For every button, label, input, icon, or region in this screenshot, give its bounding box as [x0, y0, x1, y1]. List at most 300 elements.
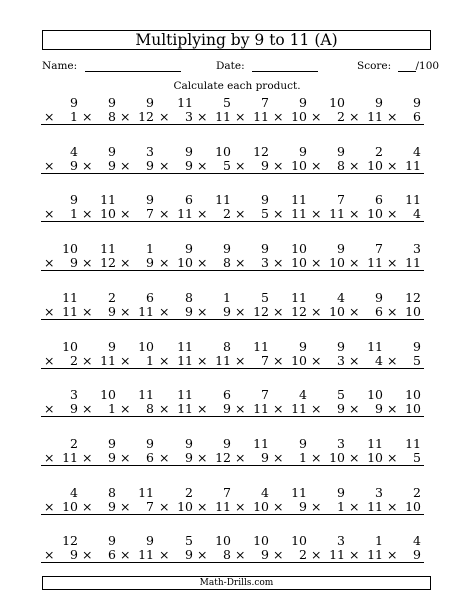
- multiplicand: 7: [375, 241, 383, 257]
- multiply-sign: ×: [82, 109, 93, 124]
- multiplier: [117, 256, 157, 271]
- multiplier-value: 9: [261, 157, 269, 173]
- multiplier: [194, 500, 234, 515]
- multiplier: [41, 159, 81, 174]
- multiplier: [270, 305, 310, 320]
- problem: [346, 193, 386, 222]
- problem: [308, 96, 348, 125]
- multiplier-value: 5: [413, 352, 421, 368]
- multiplier: [308, 548, 348, 563]
- multiplicand: 11: [405, 192, 421, 208]
- multiplicand: 3: [413, 241, 421, 257]
- multiplicand: 1: [375, 533, 383, 549]
- problem: [41, 242, 81, 271]
- multiplier-value: 9: [185, 157, 193, 173]
- problem: [384, 486, 424, 515]
- multiply-sign: ×: [197, 255, 208, 271]
- multiplier-value: 10: [405, 303, 421, 319]
- multiply-sign: ×: [387, 255, 398, 271]
- problem: [270, 388, 310, 417]
- multiplicand: 2: [185, 484, 193, 500]
- multiplicand: 9: [413, 95, 421, 110]
- multiplier: [346, 110, 386, 125]
- multiplier: [384, 500, 424, 515]
- multiply-sign: ×: [44, 157, 55, 173]
- multiplicand: 12: [405, 289, 421, 305]
- problem: [346, 437, 386, 466]
- multiplier: [117, 110, 157, 125]
- multiplier: [308, 159, 348, 174]
- multiplicand: 11: [177, 338, 193, 354]
- multiplier: [41, 548, 81, 563]
- multiplier: [346, 402, 386, 417]
- multiplier: [232, 110, 272, 125]
- multiplier: [384, 451, 424, 466]
- footer: Math-Drills.com: [42, 576, 431, 590]
- problem: [232, 340, 272, 369]
- multiplicand: 9: [337, 484, 345, 500]
- problem: [156, 388, 196, 417]
- multiplicand: 10: [367, 387, 383, 403]
- multiplicand: 8: [185, 289, 193, 305]
- multiply-sign: ×: [197, 157, 208, 173]
- multiply-sign: ×: [273, 352, 284, 368]
- multiplicand: 1: [146, 241, 154, 257]
- multiplicand: 9: [261, 192, 269, 208]
- multiplicand: 11: [253, 338, 269, 354]
- multiply-sign: ×: [349, 498, 360, 514]
- problem: [41, 96, 81, 125]
- multiplier-value: 12: [215, 449, 231, 465]
- name-line: [85, 60, 181, 72]
- multiplicand: 11: [291, 484, 307, 500]
- problem: [232, 96, 272, 125]
- problem: [79, 534, 119, 563]
- problem: [384, 145, 424, 174]
- multiply-sign: ×: [159, 352, 170, 368]
- multiplicand: 12: [253, 143, 269, 159]
- multiplier: [384, 354, 424, 369]
- multiplicand: 9: [70, 95, 78, 110]
- multiplier: [384, 256, 424, 271]
- multiply-sign: ×: [235, 157, 246, 173]
- multiplicand: 5: [223, 95, 231, 110]
- multiplier: [270, 110, 310, 125]
- multiply-sign: ×: [311, 206, 322, 222]
- multiplier: [194, 451, 234, 466]
- date-label: Date:: [216, 60, 245, 72]
- problem: [270, 145, 310, 174]
- multiplier: [41, 305, 81, 320]
- multiply-sign: ×: [311, 255, 322, 271]
- multiply-sign: ×: [387, 547, 398, 563]
- problem: [156, 242, 196, 271]
- multiplier-value: 8: [146, 401, 154, 417]
- multiplier-value: 10: [329, 255, 345, 271]
- multiplier: [270, 354, 310, 369]
- multiplier: [308, 402, 348, 417]
- multiplier-value: 10: [329, 449, 345, 465]
- problem: [308, 437, 348, 466]
- multiplier: [79, 256, 119, 271]
- multiplicand: 4: [299, 387, 307, 403]
- problem: [346, 242, 386, 271]
- multiply-sign: ×: [159, 206, 170, 222]
- multiplier-value: 9: [261, 449, 269, 465]
- multiplier-value: 1: [337, 498, 345, 514]
- multiplicand: 8: [108, 484, 116, 500]
- multiply-sign: ×: [273, 206, 284, 222]
- multiply-sign: ×: [82, 303, 93, 319]
- score-line: [398, 60, 416, 72]
- multiplier-value: 11: [329, 547, 345, 563]
- multiplier-value: 11: [177, 352, 193, 368]
- multiplier-value: 12: [138, 109, 154, 124]
- multiplier-value: 12: [291, 303, 307, 319]
- multiplicand: 8: [223, 338, 231, 354]
- multiply-sign: ×: [235, 255, 246, 271]
- multiplier-value: 8: [223, 255, 231, 271]
- multiplier: [346, 548, 386, 563]
- multiplier-value: 10: [329, 303, 345, 319]
- multiplicand: 9: [299, 435, 307, 451]
- multiplicand: 10: [138, 338, 154, 354]
- multiply-sign: ×: [197, 303, 208, 319]
- multiplier-value: 11: [405, 157, 421, 173]
- multiplier-value: 10: [177, 255, 193, 271]
- problem: [79, 291, 119, 320]
- multiplier: [41, 451, 81, 466]
- multiplicand: 10: [291, 533, 307, 549]
- date-line: [252, 60, 318, 72]
- multiply-sign: ×: [197, 206, 208, 222]
- multiply-sign: ×: [387, 206, 398, 222]
- multiplier-value: 9: [146, 157, 154, 173]
- multiply-sign: ×: [197, 449, 208, 465]
- multiply-sign: ×: [159, 498, 170, 514]
- multiplier: [117, 207, 157, 222]
- multiply-sign: ×: [273, 157, 284, 173]
- multiplier: [79, 354, 119, 369]
- multiplier: [41, 402, 81, 417]
- multiply-sign: ×: [387, 157, 398, 173]
- multiply-sign: ×: [235, 352, 246, 368]
- multiplier-value: 7: [261, 352, 269, 368]
- multiplier: [270, 500, 310, 515]
- multiply-sign: ×: [44, 449, 55, 465]
- name-field: [42, 60, 181, 72]
- multiplicand: 3: [375, 484, 383, 500]
- multiplicand: 10: [62, 241, 78, 257]
- multiplicand: 1: [223, 289, 231, 305]
- multiply-sign: ×: [387, 401, 398, 417]
- multiplier: [156, 548, 196, 563]
- multiplier-value: 9: [185, 547, 193, 563]
- multiply-sign: ×: [311, 401, 322, 417]
- multiply-sign: ×: [44, 498, 55, 514]
- multiply-sign: ×: [311, 157, 322, 173]
- problem: [232, 145, 272, 174]
- multiplier-value: 2: [299, 547, 307, 563]
- multiplicand: 10: [215, 143, 231, 159]
- multiply-sign: ×: [44, 109, 55, 124]
- multiplier: [79, 548, 119, 563]
- multiplier: [346, 159, 386, 174]
- multiplier: [156, 256, 196, 271]
- problem: [117, 96, 157, 125]
- multiplicand: 9: [299, 95, 307, 110]
- multiply-sign: ×: [273, 303, 284, 319]
- multiply-sign: ×: [120, 109, 131, 124]
- multiplicand: 9: [337, 338, 345, 354]
- problem: [194, 437, 234, 466]
- multiply-sign: ×: [44, 401, 55, 417]
- multiplier-value: 9: [108, 157, 116, 173]
- multiplicand: 2: [70, 435, 78, 451]
- multiplier-value: 11: [329, 206, 345, 222]
- problem: [308, 486, 348, 515]
- problem: [346, 486, 386, 515]
- problem: [308, 340, 348, 369]
- problem: [194, 96, 234, 125]
- problem: [270, 340, 310, 369]
- multiplier-value: 9: [223, 303, 231, 319]
- multiply-sign: ×: [387, 352, 398, 368]
- multiplier: [194, 256, 234, 271]
- multiply-sign: ×: [44, 547, 55, 563]
- multiplier-value: 11: [367, 547, 383, 563]
- multiplier-value: 4: [375, 352, 383, 368]
- multiply-sign: ×: [387, 498, 398, 514]
- multiplier-value: 11: [367, 498, 383, 514]
- score-field: [357, 60, 439, 72]
- multiplier-value: 7: [146, 206, 154, 222]
- multiplicand: 4: [413, 143, 421, 159]
- multiplicand: 9: [108, 533, 116, 549]
- multiplicand: 9: [299, 143, 307, 159]
- problem: [308, 145, 348, 174]
- problem: [117, 388, 157, 417]
- multiplier-value: 11: [177, 206, 193, 222]
- multiply-sign: ×: [349, 255, 360, 271]
- problem: [117, 486, 157, 515]
- multiplier-value: 2: [337, 109, 345, 124]
- problem: [79, 242, 119, 271]
- multiplier-value: 8: [108, 109, 116, 124]
- multiplicand: 11: [367, 435, 383, 451]
- multiplicand: 10: [62, 338, 78, 354]
- multiply-sign: ×: [387, 303, 398, 319]
- problem: [308, 388, 348, 417]
- multiplicand: 2: [108, 289, 116, 305]
- multiplier-value: 11: [138, 547, 154, 563]
- multiplicand: 11: [291, 192, 307, 208]
- problem: [156, 145, 196, 174]
- multiplier-value: 9: [185, 303, 193, 319]
- multiplier: [117, 548, 157, 563]
- multiplier: [194, 548, 234, 563]
- multiply-sign: ×: [311, 303, 322, 319]
- multiply-sign: ×: [159, 547, 170, 563]
- problem: [346, 340, 386, 369]
- problem: [384, 388, 424, 417]
- name-label: Name:: [42, 60, 78, 72]
- multiply-sign: ×: [235, 401, 246, 417]
- problem: [79, 193, 119, 222]
- multiplicand: 7: [337, 192, 345, 208]
- problem: [384, 96, 424, 125]
- problem: [384, 340, 424, 369]
- multiplicand: 10: [329, 95, 345, 110]
- multiply-sign: ×: [349, 109, 360, 124]
- problem: [308, 242, 348, 271]
- multiply-sign: ×: [273, 109, 284, 124]
- multiply-sign: ×: [120, 157, 131, 173]
- multiplicand: 2: [413, 484, 421, 500]
- multiply-sign: ×: [235, 109, 246, 124]
- date-field: [216, 60, 318, 72]
- problem: [156, 291, 196, 320]
- multiplicand: 4: [337, 289, 345, 305]
- problem: [156, 340, 196, 369]
- multiplier-value: 5: [261, 206, 269, 222]
- multiply-sign: ×: [120, 498, 131, 514]
- multiplier-value: 1: [146, 352, 154, 368]
- multiplier: [41, 110, 81, 125]
- multiply-sign: ×: [159, 303, 170, 319]
- multiplier-value: 9: [375, 401, 383, 417]
- multiplier-value: 9: [337, 401, 345, 417]
- multiplicand: 11: [138, 484, 154, 500]
- multiplier-value: 9: [299, 498, 307, 514]
- multiplicand: 11: [405, 435, 421, 451]
- multiplicand: 9: [413, 338, 421, 354]
- multiplier-value: 2: [223, 206, 231, 222]
- multiplier-value: 10: [291, 255, 307, 271]
- multiplicand: 6: [146, 289, 154, 305]
- problem: [41, 388, 81, 417]
- multiplier-value: 10: [405, 401, 421, 417]
- multiplicand: 9: [185, 143, 193, 159]
- problem: [79, 437, 119, 466]
- multiplier-value: 8: [337, 157, 345, 173]
- multiplier-value: 6: [375, 303, 383, 319]
- multiplier: [270, 256, 310, 271]
- multiplicand: 9: [146, 435, 154, 451]
- multiplicand: 11: [253, 435, 269, 451]
- multiplier: [384, 402, 424, 417]
- multiply-sign: ×: [120, 206, 131, 222]
- multiplicand: 7: [261, 95, 269, 110]
- multiply-sign: ×: [311, 449, 322, 465]
- multiply-sign: ×: [44, 352, 55, 368]
- multiplier-value: 9: [413, 547, 421, 563]
- multiply-sign: ×: [120, 401, 131, 417]
- multiplier-value: 12: [100, 255, 116, 271]
- multiply-sign: ×: [197, 401, 208, 417]
- problem: [308, 193, 348, 222]
- problem: [194, 291, 234, 320]
- multiplicand: 4: [261, 484, 269, 500]
- multiplier-value: 9: [70, 401, 78, 417]
- problem: [41, 340, 81, 369]
- multiplier: [232, 159, 272, 174]
- multiplicand: 11: [138, 387, 154, 403]
- multiplier-value: 7: [146, 498, 154, 514]
- multiply-sign: ×: [235, 498, 246, 514]
- multiplier: [156, 110, 196, 125]
- multiplicand: 9: [108, 338, 116, 354]
- multiplier: [270, 451, 310, 466]
- multiplier-value: 4: [413, 206, 421, 222]
- multiplier-value: 6: [413, 109, 421, 124]
- multiplier-value: 11: [177, 401, 193, 417]
- multiply-sign: ×: [235, 206, 246, 222]
- multiply-sign: ×: [311, 352, 322, 368]
- multiplier: [232, 354, 272, 369]
- problem: [270, 193, 310, 222]
- multiply-sign: ×: [349, 449, 360, 465]
- score-total: /100: [415, 60, 440, 72]
- multiplier: [232, 451, 272, 466]
- multiply-sign: ×: [159, 109, 170, 124]
- multiplicand: 4: [70, 143, 78, 159]
- multiplier: [156, 354, 196, 369]
- problem: [156, 96, 196, 125]
- multiply-sign: ×: [82, 255, 93, 271]
- problem: [308, 534, 348, 563]
- multiplier: [156, 402, 196, 417]
- multiplier-value: 9: [261, 547, 269, 563]
- problem: [384, 534, 424, 563]
- problem: [41, 193, 81, 222]
- problem: [346, 145, 386, 174]
- multiplier-value: 9: [70, 547, 78, 563]
- multiplier-value: 9: [108, 498, 116, 514]
- multiply-sign: ×: [311, 547, 322, 563]
- multiplier-value: 9: [108, 449, 116, 465]
- multiplier: [270, 402, 310, 417]
- multiplier: [156, 305, 196, 320]
- problem: [194, 486, 234, 515]
- multiplier: [41, 207, 81, 222]
- multiplier: [41, 256, 81, 271]
- multiplier: [384, 207, 424, 222]
- multiplier: [346, 500, 386, 515]
- multiplicand: 7: [223, 484, 231, 500]
- multiplier-value: 11: [253, 109, 269, 124]
- multiplier: [194, 159, 234, 174]
- multiply-sign: ×: [349, 352, 360, 368]
- multiply-sign: ×: [44, 303, 55, 319]
- multiplier: [117, 500, 157, 515]
- multiplier-value: 10: [62, 498, 78, 514]
- multiplicand: 10: [405, 387, 421, 403]
- multiply-sign: ×: [235, 449, 246, 465]
- multiplier: [384, 548, 424, 563]
- multiplicand: 3: [70, 387, 78, 403]
- multiplier-value: 11: [253, 401, 269, 417]
- multiplicand: 9: [375, 289, 383, 305]
- multiplier-value: 10: [367, 206, 383, 222]
- multiplier: [117, 159, 157, 174]
- multiplicand: 6: [223, 387, 231, 403]
- multiplicand: 9: [337, 143, 345, 159]
- multiplicand: 9: [185, 435, 193, 451]
- multiplicand: 11: [177, 387, 193, 403]
- multiplicand: 9: [375, 95, 383, 110]
- multiplier: [156, 500, 196, 515]
